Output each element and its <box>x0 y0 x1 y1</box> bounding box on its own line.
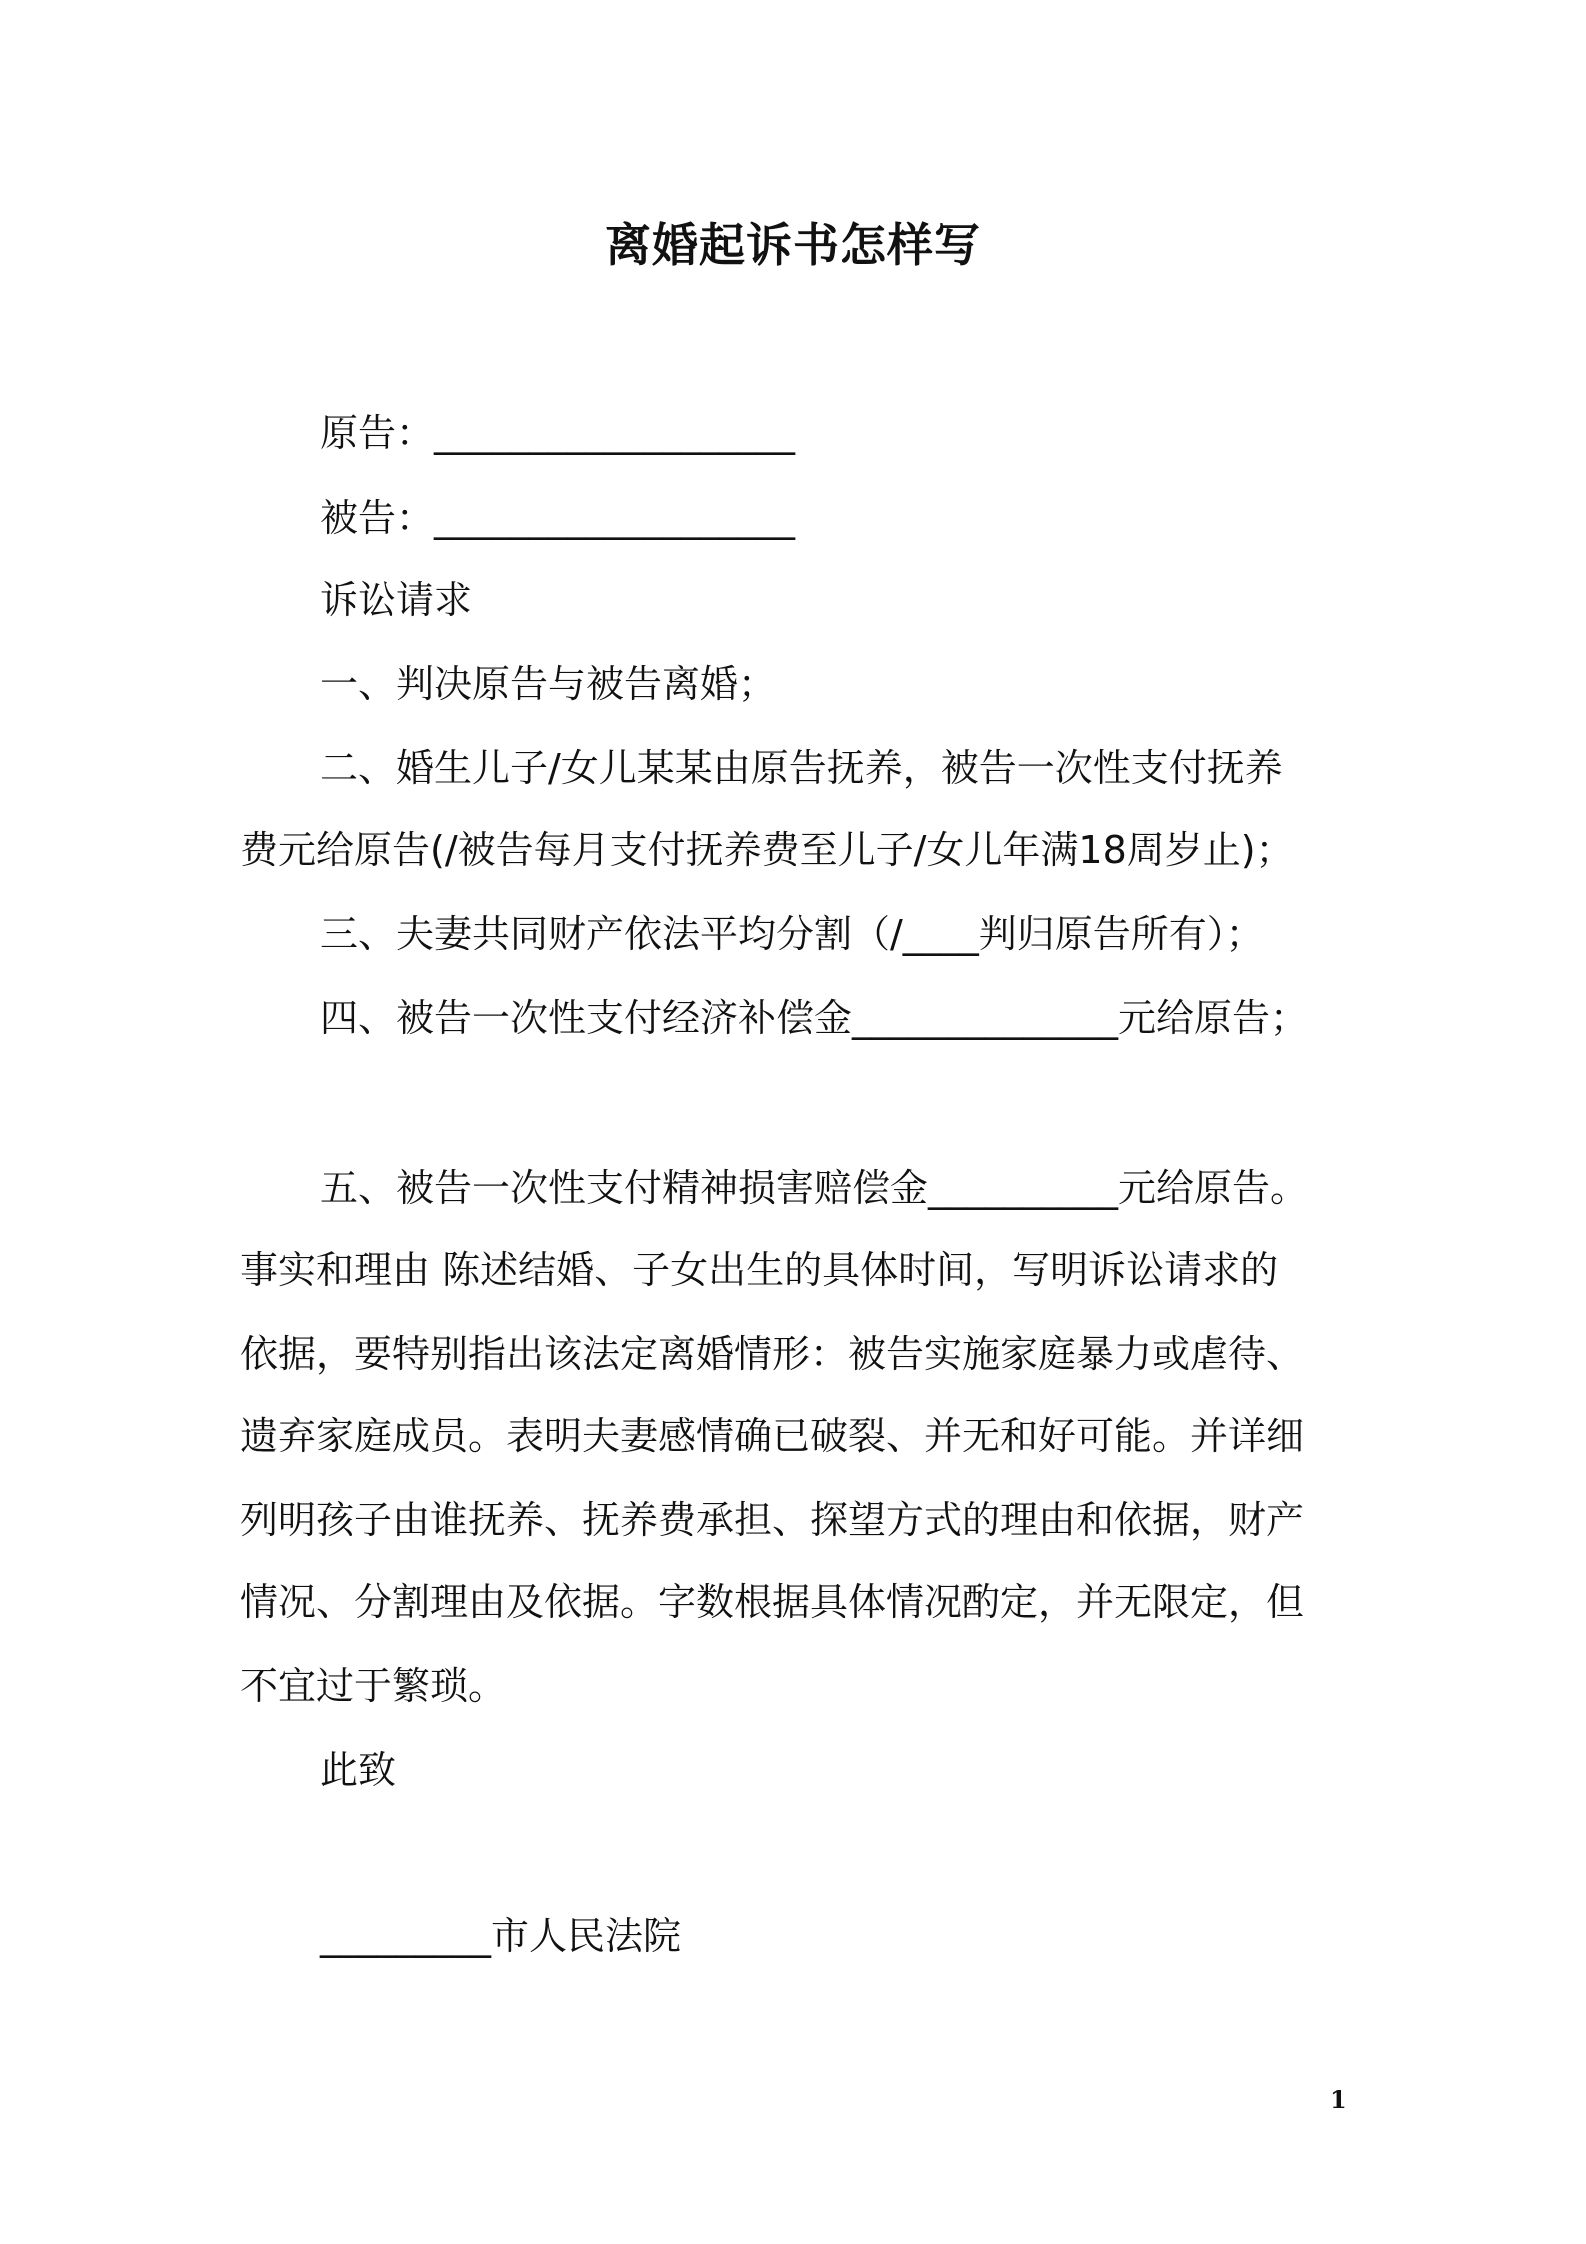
claim-item-4: 四、被告一次性支付经济补偿金______________元给原告； <box>320 996 1309 1040</box>
claim-item-3: 三、夫妻共同财产依法平均分割（/____判归原告所有）； <box>320 912 1264 956</box>
claim-item-2-continued: 费元给原告(/被告每月支付抚养费至儿子/女儿年满18周岁止)； <box>240 828 1294 872</box>
claim-item-2: 二、婚生儿子/女儿某某由原告抚养，被告一次性支付抚养 <box>320 746 1283 790</box>
claims-heading: 诉讼请求 <box>320 578 473 622</box>
facts-reasons-line-2: 依据，要特别指出该法定离婚情形：被告实施家庭暴力或虐待、 <box>240 1332 1305 1376</box>
claim-item-1: 一、判决原告与被告离婚； <box>320 662 777 706</box>
salutation: 此致 <box>320 1748 397 1792</box>
facts-reasons-line-1: 事实和理由 陈述结婚、子女出生的具体时间，写明诉讼请求的 <box>240 1248 1279 1292</box>
facts-reasons-line-5: 情况、分割理由及依据。字数根据具体情况酌定，并无限定，但 <box>240 1580 1305 1624</box>
facts-reasons-line-3: 遗弃家庭成员。表明夫妻感情确已破裂、并无和好可能。并详细 <box>240 1414 1305 1458</box>
document-title: 离婚起诉书怎样写 <box>605 218 981 272</box>
court-name-line: _________市人民法院 <box>320 1914 682 1958</box>
facts-reasons-line-6: 不宜过于繁琐。 <box>240 1664 507 1708</box>
page-number: 1 <box>1330 2085 1347 2114</box>
plaintiff-line: 原告：___________________ <box>320 411 796 455</box>
facts-reasons-line-4: 列明孩子由谁抚养、抚养费承担、探望方式的理由和依据，财产 <box>240 1498 1305 1542</box>
claim-item-5: 五、被告一次性支付精神损害赔偿金__________元给原告。 <box>320 1166 1309 1210</box>
defendant-line: 被告：___________________ <box>320 496 796 540</box>
